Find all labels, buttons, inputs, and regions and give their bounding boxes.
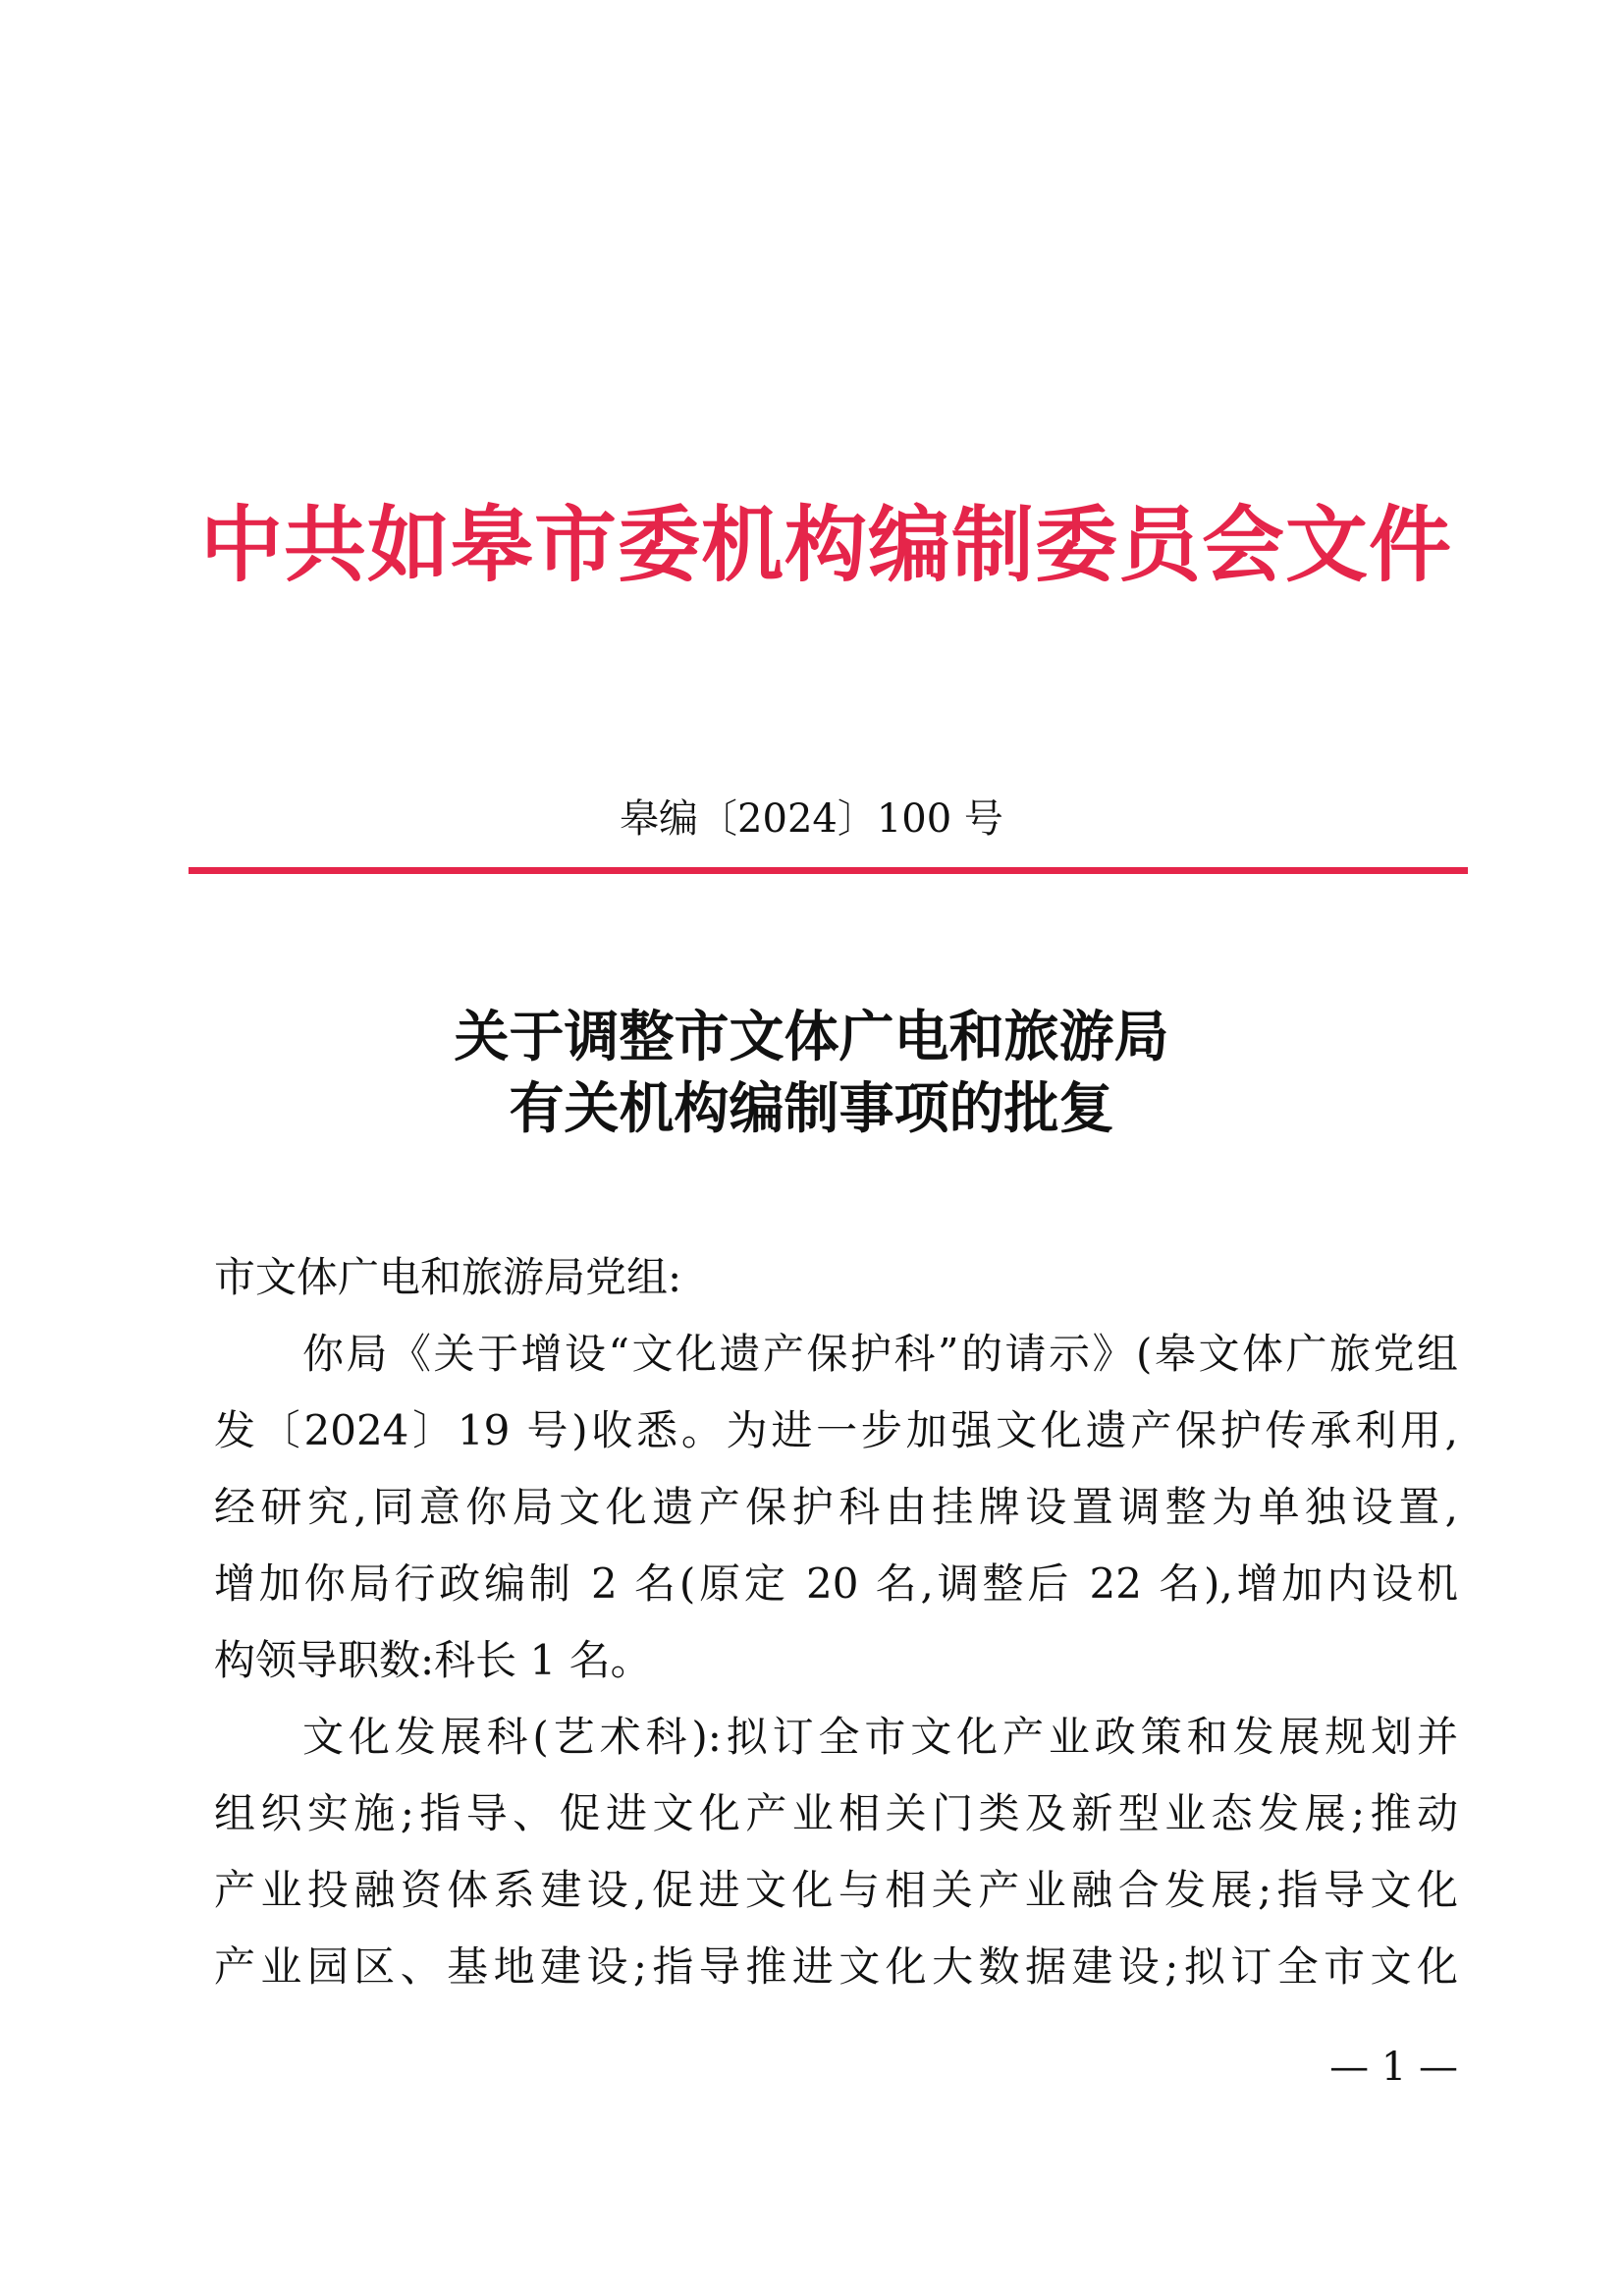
body-line: 经研究,同意你局文化遗产保护科由挂牌设置调整为单独设置,	[214, 1483, 1458, 1531]
body-line: 产业投融资体系建设,促进文化与相关产业融合发展;指导文化	[214, 1866, 1458, 1914]
document-title-line-2: 有关机构编制事项的批复	[509, 1077, 1114, 1141]
document-title-line-1: 关于调整市文体广电和旅游局	[454, 1006, 1169, 1069]
document-number: 皋编〔2024〕100 号	[620, 796, 1003, 842]
body-line: 产业园区、基地建设;指导推进文化大数据建设;拟订全市文化	[214, 1942, 1458, 1991]
document-body	[214, 1239, 1458, 2005]
masthead-text: 中共如皋市委机构编制委员会文件	[199, 497, 1452, 593]
body-line: 构领导职数:科长 1 名。	[214, 1636, 652, 1684]
salutation: 市文体广电和旅游局党组:	[214, 1253, 682, 1301]
body-line: 文化发展科(艺术科):拟订全市文化产业政策和发展规划并	[302, 1713, 1458, 1761]
masthead-title	[191, 462, 1461, 629]
page-number: — 1 —	[1329, 2045, 1458, 2090]
body-line: 你局《关于增设“文化遗产保护科”的请示》(皋文体广旅党组	[302, 1330, 1458, 1378]
body-line: 发〔2024〕19 号)收悉。为进一步加强文化遗产保护传承利用,	[214, 1406, 1458, 1454]
body-line: 组织实施;指导、促进文化产业相关门类及新型业态发展;推动	[214, 1789, 1458, 1837]
red-divider	[189, 867, 1468, 874]
body-line: 增加你局行政编制 2 名(原定 20 名,调整后 22 名),增加内设机	[214, 1559, 1458, 1608]
